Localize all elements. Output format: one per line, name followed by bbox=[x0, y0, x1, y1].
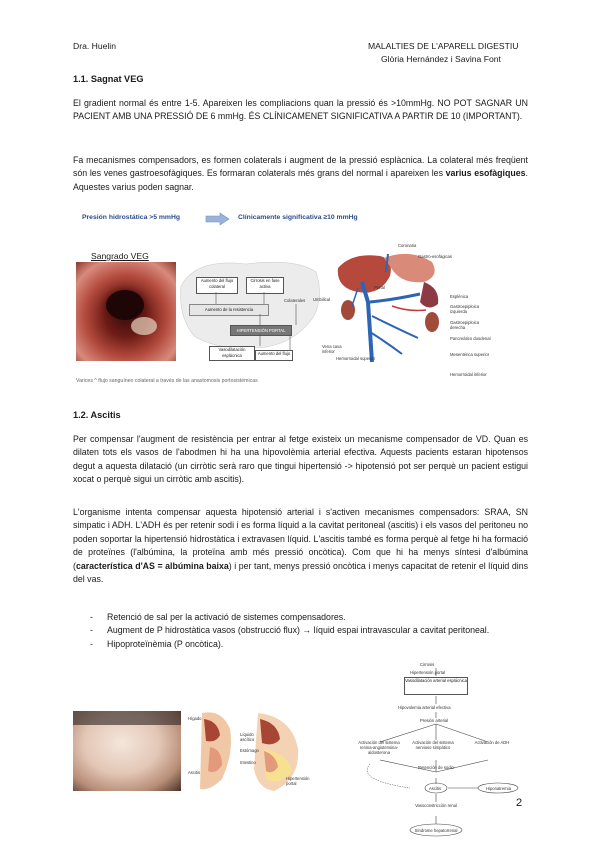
portal-anatomy-illustration bbox=[332, 242, 450, 370]
bullet-list-causes bbox=[73, 611, 528, 651]
anatomy-label-gastroepiploica-izq: Gastroepiploica izquierda bbox=[450, 304, 480, 314]
anatomy-label-cava: Vena cava inferior bbox=[322, 344, 342, 354]
diagram-box-flujo-colateral: Aumento del flujo colateral bbox=[196, 277, 238, 294]
flow-node-presion-arterial: Presión arterial bbox=[420, 718, 449, 723]
header-course: MALALTIES DE L'APARELL DIGESTIU bbox=[368, 41, 519, 51]
ascites-label-ascitis: Ascitis bbox=[188, 770, 201, 775]
flow-node-hiponatremia: Hiponatremia bbox=[486, 786, 511, 791]
paragraph-compensadors: Fa mecanismes compensadors, es formen colaterals i augment de la pressió esplàcnica. La colateral més freqüent són les venes gastroesofàgiques. Es formaran colaterals més grans del normal i apareixen les varius esofàgiques. Aquestes varius poden sagnar. bbox=[73, 155, 528, 192]
header-author: Dra. Huelin bbox=[73, 41, 116, 51]
section-title-ascitis: 1.2. Ascitis bbox=[73, 410, 121, 420]
ascites-label-higado: Hígado bbox=[188, 716, 202, 721]
arrow-right-icon bbox=[205, 212, 231, 226]
figure-caption-varices: Varices ^ flujo sanguíneo colateral a través de las anastomosis portosistémicas bbox=[76, 378, 258, 384]
anatomy-label-esplenica: Esplénica bbox=[450, 294, 469, 299]
ascites-label-hipertension: Hipertensión portal bbox=[286, 776, 310, 786]
diagram-connectors bbox=[186, 270, 326, 365]
bullet-item: - Retenció de sal per la activació de sistemes compensadores. bbox=[73, 611, 528, 624]
bullet-item: - Augment de P hidrostàtica vasos (obstrucció flux) → líquid espai intravascular a cavitat peritoneal. bbox=[73, 624, 528, 637]
anatomy-label-hemorroidal-inf: Hemorroidal inferior bbox=[450, 372, 487, 377]
flow-node-hipertension-portal: Hipertensión portal bbox=[410, 670, 446, 675]
pressure-label-left: Presión hidrostática >5 mmHg bbox=[82, 214, 181, 221]
bullet-item: - Hipoproteïnèmia (P oncòtica). bbox=[73, 638, 528, 651]
diagram-box-hipertension-portal: HIPERTENSIÓN PORTAL bbox=[230, 325, 292, 336]
anatomy-label-gastroepiploica-der: Gastroepiploica derecha bbox=[450, 320, 480, 330]
flow-node-sraa: Activación del sistema renina-angiotensina-aldosterona bbox=[358, 740, 400, 755]
ascites-label-estomago: Estómago bbox=[240, 748, 259, 753]
flow-node-cirrosis: Cirrosis bbox=[420, 662, 435, 667]
flow-node-vasodilatacion: Vasodilatación arterial esplácnica bbox=[404, 677, 468, 695]
section-title-sagnat: 1.1. Sagnat VEG bbox=[73, 74, 144, 84]
diagram-label-colaterales: Colaterales bbox=[284, 298, 306, 303]
paragraph-mecanismes: L'organisme intenta compensar aquesta hipotensió arterial i s'activen mecanismes compensadors: SRAA, SN simpatic i ADH. L'ADH és per retenir sodi i es forma líquid a la cavitat peritoneal (ascitis) i els vasos del peritoneu no poden soportar la hipertensió hidrostàtica i extravasen líquid. L'ascitis també es forma perquè al fetge hi ha formació de proteïnes (l'albúmina, la proteïna amb més pressió oncòtica). Com que hi ha menys síntesi d'albúmina (característica d'AS = albúmina baixa) i per tant, menys pressió oncòtica i menys capacitat de retenir el líquid dins del vas. bbox=[73, 507, 528, 585]
anatomy-label-mesenterica: Mesentérica superior bbox=[450, 352, 490, 357]
anatomy-label-coronaria: Coronaria bbox=[398, 243, 417, 248]
endoscopy-image bbox=[76, 262, 176, 361]
flow-node-simpatico: Activación del sistema nervioso simpático bbox=[412, 740, 454, 750]
diagram-box-vasodilatacion: Vasodilatación esplácnica bbox=[209, 346, 255, 361]
ascites-patient-photo bbox=[73, 711, 181, 791]
anatomy-label-pancreatico: Pancreático duodenal bbox=[450, 336, 491, 341]
flow-node-vasoconstriccion: Vasoconstricción renal bbox=[415, 803, 457, 808]
flow-node-adh: Activación de ADH bbox=[474, 740, 510, 745]
anatomy-label-hemorroidal-sup: Hemorroidal superior bbox=[336, 356, 376, 361]
ascites-label-liquido: Líquido ascítico bbox=[240, 732, 255, 742]
flow-node-hepatorrenal: Síndrome hepatorrenal bbox=[414, 828, 458, 833]
paragraph-vasodilatacio: Per compensar l'augment de resistència per entrar al fetge existeix un mecanisme compensador de VD. Quan es dilaten tots els vasos de l'abodmen hi ha una hipovolèmia arterial efectiva. Aquests pacients estaran hipotensos degut a aquesta dilatació (un cirròtic serà raro que tingui hipertensió -> hipotensió pot ser perquè un pacient estigui xocat o perquè sigui un cirròtic amb ascitis). bbox=[73, 434, 528, 485]
flow-node-ascitis: Ascitis bbox=[429, 786, 442, 791]
flow-node-retencion-sodio: Retención de sodio bbox=[418, 765, 454, 770]
anatomy-label-portal: Portal bbox=[374, 285, 385, 290]
page-number: 2 bbox=[516, 797, 523, 809]
pressure-label-right: Clínicamente significativa ≥10 mmHg bbox=[238, 214, 358, 221]
paragraph-gradient: El gradient normal és entre 1-5. Apareixen les compliacions quan la pressió és >10mmHg. NO POT SAGNAR UN PACIENT AMB UNA PRESSIÓ DE 6 mmHg. ÉS CLÍNICAMENET SIGNIFICATIVA A PARTIR DE 10 (IMPORTANT). bbox=[73, 98, 528, 122]
diagram-box-aumento-flujo: Aumento del flujo bbox=[255, 350, 293, 361]
header-authors: Glòria Hernández i Savina Font bbox=[381, 54, 501, 64]
diagram-box-cirrosis: Cirrosis en fase activa bbox=[246, 277, 284, 294]
diagram-box-resistencia: Aumento de la resistencia bbox=[189, 304, 269, 316]
ascites-label-intestino: Intestino bbox=[240, 760, 256, 765]
figure-title-sangrado: Sangrado VEG bbox=[91, 251, 149, 261]
flow-node-hipovolemia: Hipovolemia arterial efectiva bbox=[398, 705, 451, 710]
anatomy-label-umbilical: Umbilical bbox=[313, 297, 330, 302]
anatomy-label-gastroesofagicas: Gastro-esofágicas bbox=[418, 254, 452, 259]
